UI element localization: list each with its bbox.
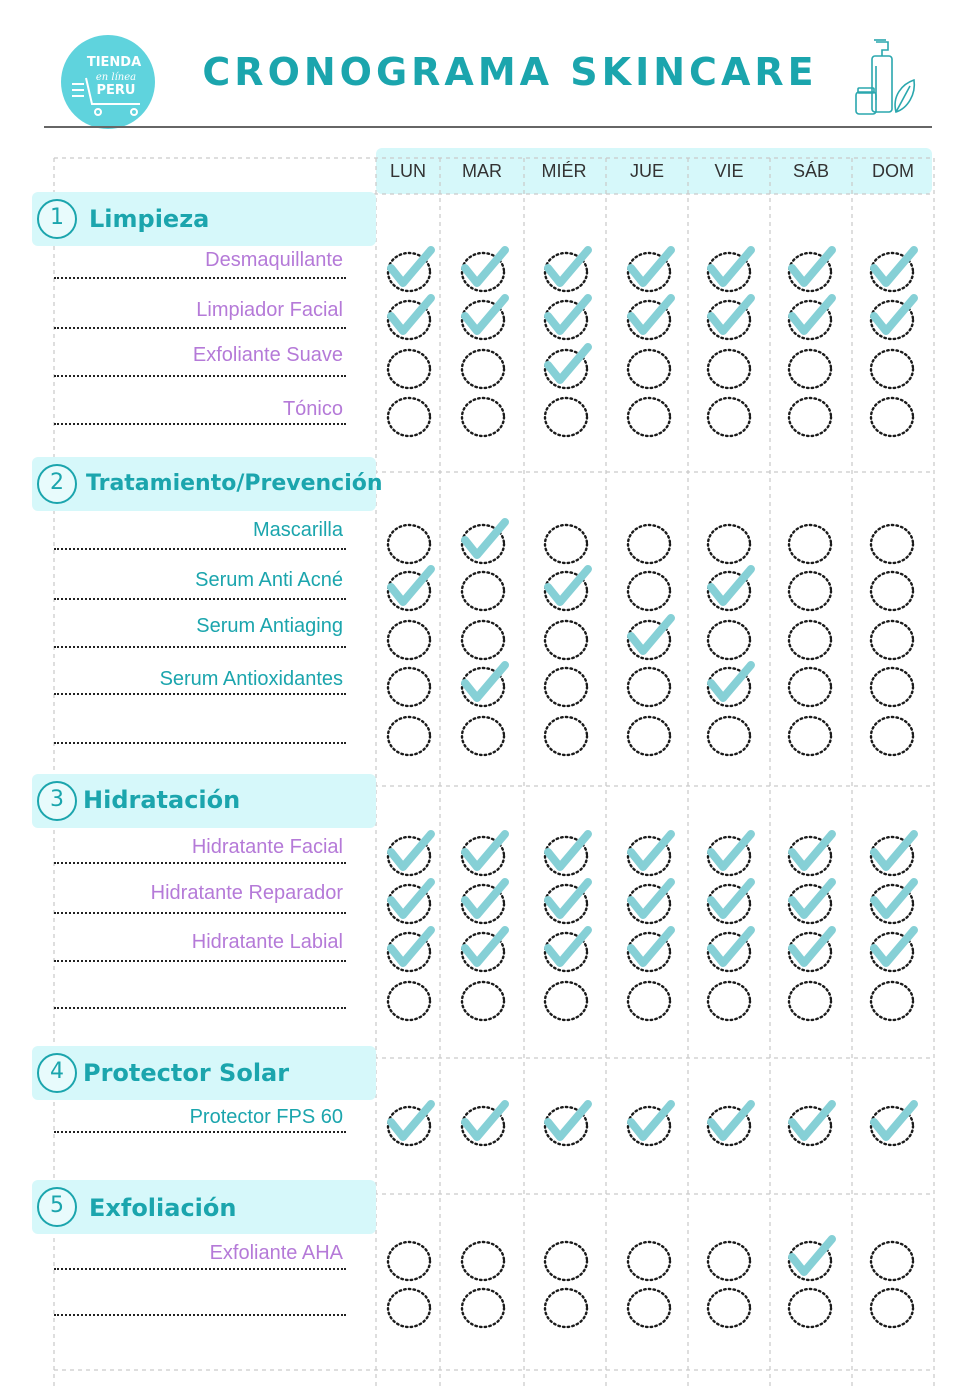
checked-circle[interactable] <box>708 1104 751 1145</box>
checkmark-icon <box>711 298 751 331</box>
empty-circle[interactable] <box>708 717 750 755</box>
checkmark-icon <box>465 250 505 283</box>
item-label: Serum Antiaging <box>196 615 343 637</box>
item-label: Hidratante Facial <box>191 836 343 858</box>
empty-circle[interactable] <box>628 982 670 1020</box>
day-header-lun: LUN <box>389 161 426 181</box>
checked-circle[interactable] <box>708 298 751 339</box>
empty-circle[interactable] <box>708 1289 750 1327</box>
empty-circle[interactable] <box>388 1242 430 1280</box>
checkmark-icon <box>631 882 671 915</box>
checkmark-icon <box>631 1104 671 1137</box>
brand-line3: PERU <box>96 83 136 98</box>
checked-circle[interactable] <box>628 250 671 291</box>
item-label: Hidratante Labial <box>191 931 343 953</box>
section-number: 4 <box>37 1053 77 1093</box>
checkmark-icon <box>391 298 431 331</box>
empty-circle[interactable] <box>789 982 831 1020</box>
empty-circle[interactable] <box>388 1289 430 1327</box>
empty-circle[interactable] <box>462 621 504 659</box>
empty-circle[interactable] <box>388 398 430 436</box>
empty-circle[interactable] <box>871 982 913 1020</box>
empty-circle[interactable] <box>708 621 750 659</box>
checkmark-icon <box>548 1104 588 1137</box>
item-label: Protector FPS 60 <box>189 1106 343 1128</box>
empty-circle[interactable] <box>871 350 913 388</box>
checked-circle[interactable] <box>789 298 832 339</box>
section-title: Limpieza <box>89 205 210 233</box>
checked-circle[interactable] <box>545 298 588 339</box>
checkmark-icon <box>874 250 914 283</box>
checkmark-icon <box>874 882 914 915</box>
page-title: CRONOGRAMA SKINCARE <box>202 50 818 94</box>
empty-circle[interactable] <box>628 1289 670 1327</box>
checked-circle[interactable] <box>789 930 832 971</box>
checkmark-icon <box>792 1104 832 1137</box>
checkmark-icon <box>465 834 505 867</box>
item-line <box>54 277 346 279</box>
day-header-mier: MIÉR <box>541 161 587 181</box>
empty-circle[interactable] <box>708 350 750 388</box>
item-label: Limpiador Facial <box>196 299 343 321</box>
day-header-jue: JUE <box>629 161 664 181</box>
checked-circle[interactable] <box>462 882 505 923</box>
empty-circle[interactable] <box>628 1242 670 1280</box>
checked-circle[interactable] <box>388 298 431 339</box>
item-line <box>54 693 346 695</box>
day-header-mar: MAR <box>462 161 502 181</box>
item-label: Mascarilla <box>252 519 343 541</box>
checked-circle[interactable] <box>789 1239 832 1280</box>
item-line <box>54 742 346 744</box>
checked-circle[interactable] <box>462 930 505 971</box>
item-line <box>54 960 346 962</box>
checkmark-icon <box>548 347 588 380</box>
checked-circle[interactable] <box>871 930 914 971</box>
empty-circle[interactable] <box>545 525 587 563</box>
empty-circle[interactable] <box>871 398 913 436</box>
empty-circle[interactable] <box>545 982 587 1020</box>
checked-circle[interactable] <box>462 250 505 291</box>
checkmark-icon <box>711 665 751 698</box>
checked-circle[interactable] <box>708 665 751 706</box>
section-number: 5 <box>37 1187 77 1227</box>
item-label: Exfoliante Suave <box>192 344 343 366</box>
empty-circle[interactable] <box>789 525 831 563</box>
checked-circle[interactable] <box>388 930 431 971</box>
checked-circle[interactable] <box>628 298 671 339</box>
checkmark-icon <box>711 569 751 602</box>
checked-circle[interactable] <box>871 834 914 875</box>
checkmark-icon <box>792 930 832 963</box>
empty-circle[interactable] <box>462 717 504 755</box>
checkmark-icon <box>465 522 505 555</box>
checkmark-icon <box>465 882 505 915</box>
empty-circle[interactable] <box>462 982 504 1020</box>
empty-circle[interactable] <box>871 525 913 563</box>
empty-circle[interactable] <box>388 525 430 563</box>
section-title: Protector Solar <box>83 1059 290 1087</box>
checked-circle[interactable] <box>708 569 751 610</box>
item-label: Serum Anti Acné <box>195 569 343 591</box>
checked-circle[interactable] <box>545 347 588 388</box>
empty-circle[interactable] <box>871 1289 913 1327</box>
checkmark-icon <box>874 930 914 963</box>
empty-circle[interactable] <box>628 717 670 755</box>
checkmark-icon <box>391 930 431 963</box>
checked-circle[interactable] <box>628 618 671 659</box>
checked-circle[interactable] <box>789 250 832 291</box>
empty-circle[interactable] <box>545 668 587 706</box>
empty-circle[interactable] <box>708 1242 750 1280</box>
checked-circle[interactable] <box>871 298 914 339</box>
checkmark-icon <box>548 834 588 867</box>
empty-circle[interactable] <box>628 398 670 436</box>
item-line <box>54 375 346 377</box>
item-line <box>54 548 346 550</box>
checked-circle[interactable] <box>708 250 751 291</box>
empty-circle[interactable] <box>708 525 750 563</box>
checked-circle[interactable] <box>628 834 671 875</box>
item-label: Tónico <box>282 398 343 420</box>
checked-circle[interactable] <box>708 834 751 875</box>
checked-circle[interactable] <box>388 834 431 875</box>
checked-circle[interactable] <box>871 1104 914 1145</box>
item-line <box>54 1007 346 1009</box>
item-label: Exfoliante AHA <box>209 1242 343 1264</box>
checked-circle[interactable] <box>545 569 588 610</box>
empty-circle[interactable] <box>462 1242 504 1280</box>
empty-circle[interactable] <box>789 1289 831 1327</box>
checked-circle[interactable] <box>871 250 914 291</box>
empty-circle[interactable] <box>388 350 430 388</box>
checked-circle[interactable] <box>388 1104 431 1145</box>
checked-circle[interactable] <box>789 834 832 875</box>
empty-circle[interactable] <box>545 1289 587 1327</box>
checkmark-icon <box>548 250 588 283</box>
empty-circle[interactable] <box>545 1242 587 1280</box>
section-title: Hidratación <box>83 786 241 814</box>
empty-circle[interactable] <box>628 572 670 610</box>
checked-circle[interactable] <box>545 834 588 875</box>
checked-circle[interactable] <box>462 522 505 563</box>
section-title: Exfoliación <box>89 1194 237 1222</box>
section-number: 3 <box>37 781 77 821</box>
checkmark-icon <box>465 665 505 698</box>
checkmark-icon <box>391 1104 431 1137</box>
empty-circle[interactable] <box>462 350 504 388</box>
checkmark-icon <box>711 930 751 963</box>
item-line <box>54 912 346 914</box>
empty-circle[interactable] <box>871 1242 913 1280</box>
checkmark-icon <box>792 298 832 331</box>
empty-circle[interactable] <box>628 525 670 563</box>
empty-circle[interactable] <box>789 572 831 610</box>
day-header-dom: DOM <box>872 161 914 181</box>
checkmark-icon <box>792 834 832 867</box>
checkmark-icon <box>548 569 588 602</box>
checkmark-icon <box>391 882 431 915</box>
empty-circle[interactable] <box>789 621 831 659</box>
checkmark-icon <box>548 930 588 963</box>
empty-circle[interactable] <box>628 350 670 388</box>
empty-circle[interactable] <box>388 621 430 659</box>
section-number: 2 <box>37 464 77 504</box>
checkmark-icon <box>548 882 588 915</box>
empty-circle[interactable] <box>388 717 430 755</box>
checked-circle[interactable] <box>462 1104 505 1145</box>
item-line <box>54 1314 346 1316</box>
checked-circle[interactable] <box>388 882 431 923</box>
checkmark-icon <box>391 834 431 867</box>
checkmark-icon <box>631 618 671 651</box>
item-line <box>54 646 346 648</box>
checked-circle[interactable] <box>628 1104 671 1145</box>
empty-circle[interactable] <box>871 572 913 610</box>
checkmark-icon <box>711 1104 751 1137</box>
brand-line2: en línea <box>95 72 137 83</box>
checkmark-icon <box>465 1104 505 1137</box>
checked-circle[interactable] <box>545 250 588 291</box>
checked-circle[interactable] <box>545 930 588 971</box>
empty-circle[interactable] <box>708 982 750 1020</box>
day-header-vie: VIE <box>714 161 744 181</box>
item-line <box>54 862 346 864</box>
empty-circle[interactable] <box>545 398 587 436</box>
checked-circle[interactable] <box>871 882 914 923</box>
checked-circle[interactable] <box>789 882 832 923</box>
empty-circle[interactable] <box>388 982 430 1020</box>
checkmark-icon <box>874 834 914 867</box>
item-line <box>54 598 346 600</box>
empty-circle[interactable] <box>545 621 587 659</box>
checkmark-icon <box>792 250 832 283</box>
checkmark-icon <box>548 298 588 331</box>
empty-circle[interactable] <box>789 398 831 436</box>
empty-circle[interactable] <box>388 668 430 706</box>
checkmark-icon <box>874 1104 914 1137</box>
checkmark-icon <box>465 930 505 963</box>
empty-circle[interactable] <box>628 668 670 706</box>
empty-circle[interactable] <box>789 668 831 706</box>
day-header-sab: SÁB <box>792 161 830 181</box>
section-title: Tratamiento/Prevención <box>86 471 383 496</box>
checkmark-icon <box>711 834 751 867</box>
item-label: Desmaquillante <box>205 249 343 271</box>
checked-circle[interactable] <box>628 930 671 971</box>
checkmark-icon <box>711 250 751 283</box>
checked-circle[interactable] <box>708 930 751 971</box>
checked-circle[interactable] <box>462 834 505 875</box>
checkmark-icon <box>631 834 671 867</box>
checked-circle[interactable] <box>789 1104 832 1145</box>
empty-circle[interactable] <box>708 398 750 436</box>
checked-circle[interactable] <box>462 298 505 339</box>
checked-circle[interactable] <box>708 882 751 923</box>
empty-circle[interactable] <box>871 668 913 706</box>
empty-circle[interactable] <box>462 572 504 610</box>
item-label: Hidratante Reparador <box>150 882 343 904</box>
item-line <box>54 1268 346 1270</box>
checkmark-icon <box>874 298 914 331</box>
checkmark-icon <box>792 1239 832 1272</box>
checked-circle[interactable] <box>545 1104 588 1145</box>
checkmark-icon <box>631 298 671 331</box>
empty-circle[interactable] <box>871 621 913 659</box>
checked-circle[interactable] <box>545 882 588 923</box>
empty-circle[interactable] <box>462 398 504 436</box>
checked-circle[interactable] <box>388 250 431 291</box>
item-label: Serum Antioxidantes <box>159 668 343 690</box>
checkmark-icon <box>465 298 505 331</box>
empty-circle[interactable] <box>545 717 587 755</box>
checkmark-icon <box>792 882 832 915</box>
empty-circle[interactable] <box>789 350 831 388</box>
checkmark-icon <box>631 250 671 283</box>
empty-circle[interactable] <box>462 1289 504 1327</box>
checkmark-icon <box>631 930 671 963</box>
brand-line1: TIENDA <box>86 55 142 70</box>
item-line <box>54 327 346 329</box>
checked-circle[interactable] <box>388 569 431 610</box>
checkmark-icon <box>711 882 751 915</box>
item-line <box>54 1131 346 1133</box>
checked-circle[interactable] <box>462 665 505 706</box>
checkmark-icon <box>391 250 431 283</box>
item-line <box>54 423 346 425</box>
checked-circle[interactable] <box>628 882 671 923</box>
checkmark-icon <box>391 569 431 602</box>
section-number: 1 <box>37 199 77 239</box>
empty-circle[interactable] <box>871 717 913 755</box>
empty-circle[interactable] <box>789 717 831 755</box>
